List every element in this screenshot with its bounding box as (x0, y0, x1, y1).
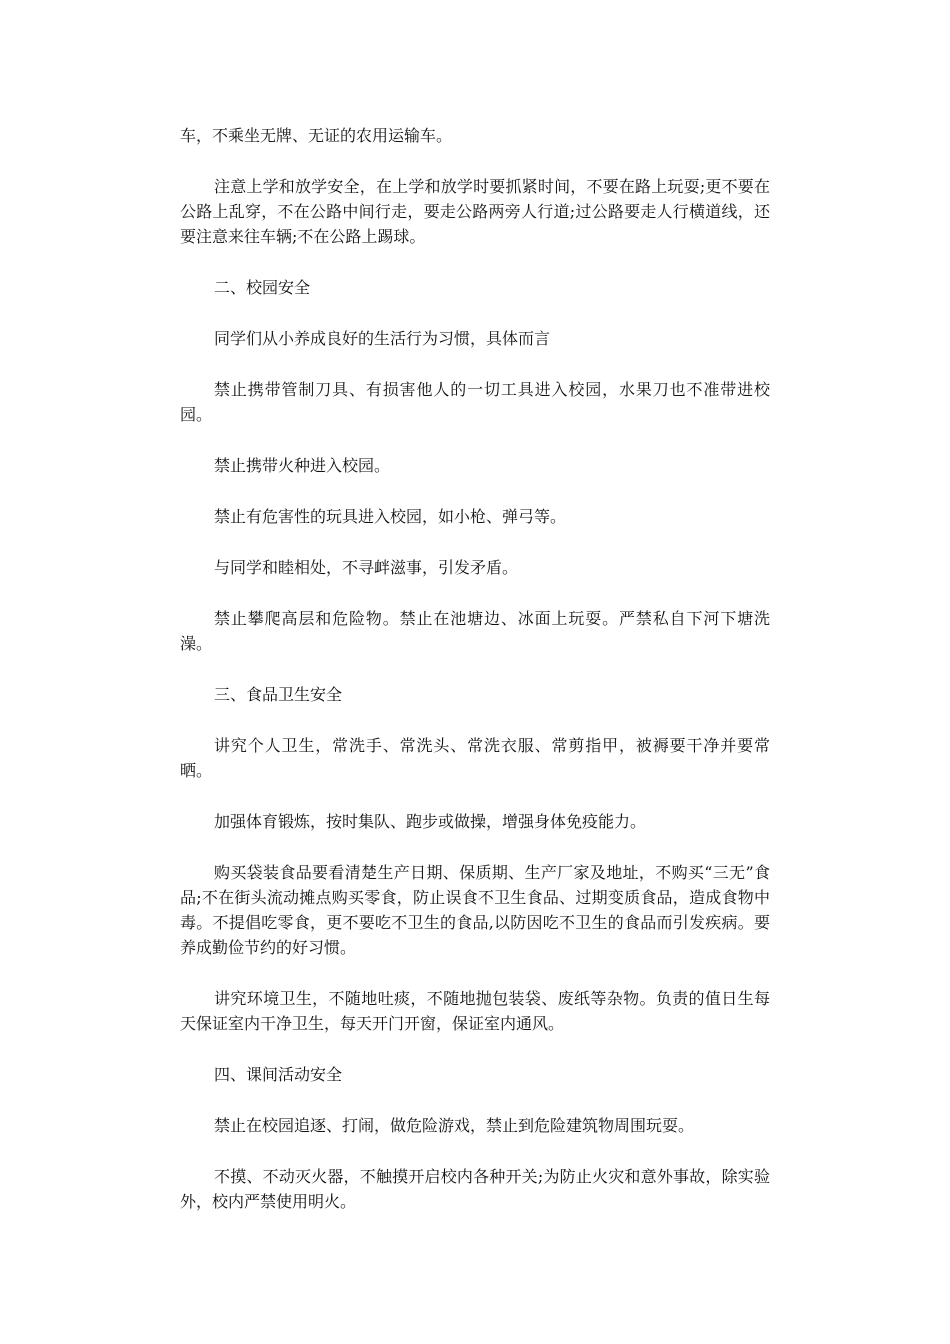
paragraph-get-along: 与同学和睦相处，不寻衅滋事，引发矛盾。 (214, 558, 519, 577)
paragraph-no-dangerous-toys: 禁止有危害性的玩具进入校园，如小枪、弹弓等。 (214, 507, 567, 526)
paragraph-school-commute: 注意上学和放学安全，在上学和放学时要抓紧时间，不要在路上玩耍;更不要在公路上乱穿，不在公路中间行走，要走公路两旁人行道;过公路要走人行横道线，还要注意来往车辆;不在公路上踢球。 (180, 177, 770, 246)
paragraph-environment-hygiene: 讲究环境卫生，不随地吐痰，不随地抛包装袋、废纸等杂物。负责的值日生每天保证室内干净卫生，每天开门开窗，保证室内通风。 (180, 989, 770, 1033)
paragraph-no-chasing: 禁止在校园追逐、打闹，做危险游戏，禁止到危险建筑物周围玩耍。 (214, 1116, 695, 1135)
paragraph-no-knives: 禁止携带管制刀具、有损害他人的一切工具进入校园，水果刀也不准带进校园。 (180, 380, 770, 424)
section-heading-break-activity: 四、课间活动安全 (214, 1065, 343, 1084)
document-body (180, 123, 770, 1240)
section-heading-campus-safety: 二、校园安全 (214, 278, 311, 297)
paragraph-no-climbing: 禁止攀爬高层和危险物。禁止在池塘边、冰面上玩耍。严禁私自下河下塘洗澡。 (180, 609, 770, 653)
paragraph-continuation: 车，不乘坐无牌、无证的农用运输车。 (180, 126, 453, 145)
section-heading-food-safety: 三、食品卫生安全 (214, 685, 343, 704)
paragraph-no-fire: 禁止携带火种进入校园。 (214, 456, 391, 475)
paragraph-personal-hygiene: 讲究个人卫生，常洗手、常洗头、常洗衣服、常剪指甲，被褥要干净并要常晒。 (180, 736, 770, 780)
paragraph-fire-safety: 不摸、不动灭火器，不触摸开启校内各种开关;为防止火灾和意外事故，除实验外，校内严禁使用明火。 (180, 1167, 770, 1211)
paragraph-habits: 同学们从小养成良好的生活行为习惯，具体而言 (214, 329, 551, 348)
paragraph-packaged-food: 购买袋装食品要看清楚生产日期、保质期、生产厂家及地址，不购买“三无”食品;不在街头流动摊点购买零食，防止误食不卫生食品、过期变质食品，造成食物中毒。不提倡吃零食，更不要吃不卫生的食品,以防因吃不卫生的食品而引发疾病。要养成勤俭节约的好习惯。 (180, 863, 770, 957)
paragraph-exercise: 加强体育锻炼，按时集队、跑步或做操，增强身体免疫能力。 (214, 812, 647, 831)
